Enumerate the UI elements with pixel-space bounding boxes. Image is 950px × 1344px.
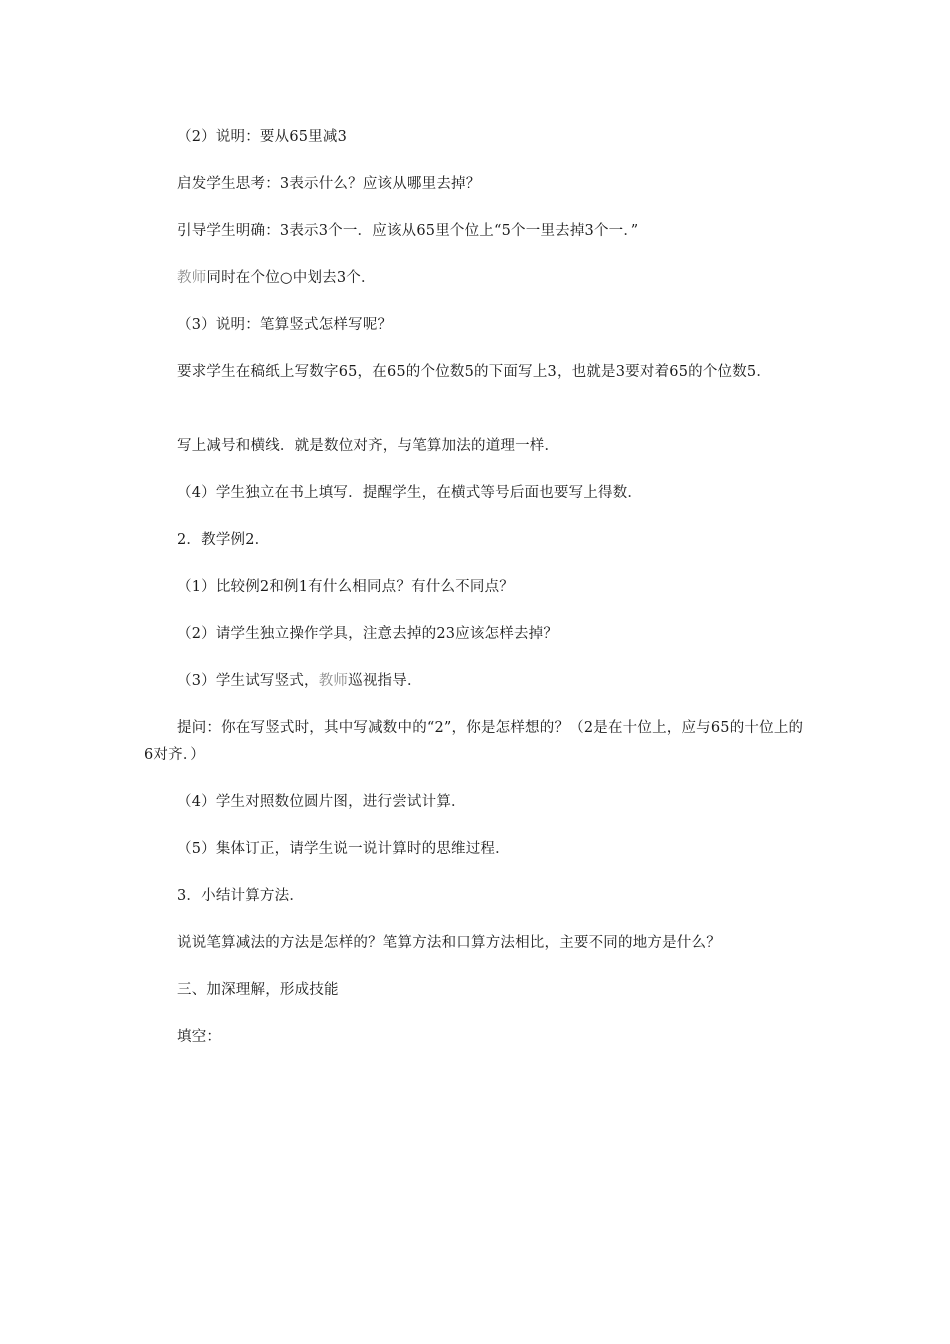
paragraph: （4）学生独立在书上填写．提醒学生，在横式等号后面也要写上得数．	[177, 485, 643, 501]
paragraph: 说说笔算减法的方法是怎样的？笔算方法和口算方法相比，主要不同的地方是什么？	[177, 935, 721, 951]
paragraph: 启发学生思考：3表示什么？应该从哪里去掉？	[177, 176, 481, 192]
paragraph: （4）学生对照数位圆片图，进行尝试计算．	[177, 794, 466, 810]
paragraph-text: 同时在个位○中划去3个．	[206, 270, 376, 286]
teacher-link[interactable]: 教师	[177, 270, 207, 286]
paragraph: （1）比较例2和例1有什么相同点？有什么不同点？	[177, 579, 514, 595]
paragraph	[144, 265, 810, 292]
paragraph: （5）集体订正，请学生说一说计算时的思维过程．	[177, 841, 510, 857]
paragraph-text: （3）学生试写竖式，	[177, 673, 319, 689]
paragraph: （2）说明：要从65里减3	[177, 129, 348, 145]
paragraph: 3．小结计算方法．	[177, 888, 305, 904]
paragraph: 要求学生在稿纸上写数字65，在65的个位数5的下面写上3，也就是3要对着65的个位数5．	[177, 364, 772, 380]
paragraph: 提问：你在写竖式时，其中写减数中的“2”，你是怎样想的？（2是在十位上，应与65的十位上的6对齐．）	[144, 720, 804, 763]
paragraph: 2．教学例2．	[177, 532, 270, 548]
paragraph: 引导学生明确：3表示3个一．应该从65里个位上“5个一里去掉3个一．”	[177, 223, 639, 239]
paragraph: 写上减号和横线．就是数位对齐，与笔算加法的道理一样．	[177, 438, 560, 454]
paragraph: （3）说明：笔算竖式怎样写呢？	[177, 317, 393, 333]
section-heading: 三、加深理解，形成技能	[177, 982, 339, 998]
paragraph-text: 巡视指导．	[348, 673, 422, 689]
paragraph	[144, 668, 810, 695]
paragraph: 填空：	[177, 1029, 222, 1045]
paragraph: （2）请学生独立操作学具，注意去掉的23应该怎样去掉？	[177, 626, 559, 642]
teacher-link[interactable]: 教师	[318, 673, 349, 689]
